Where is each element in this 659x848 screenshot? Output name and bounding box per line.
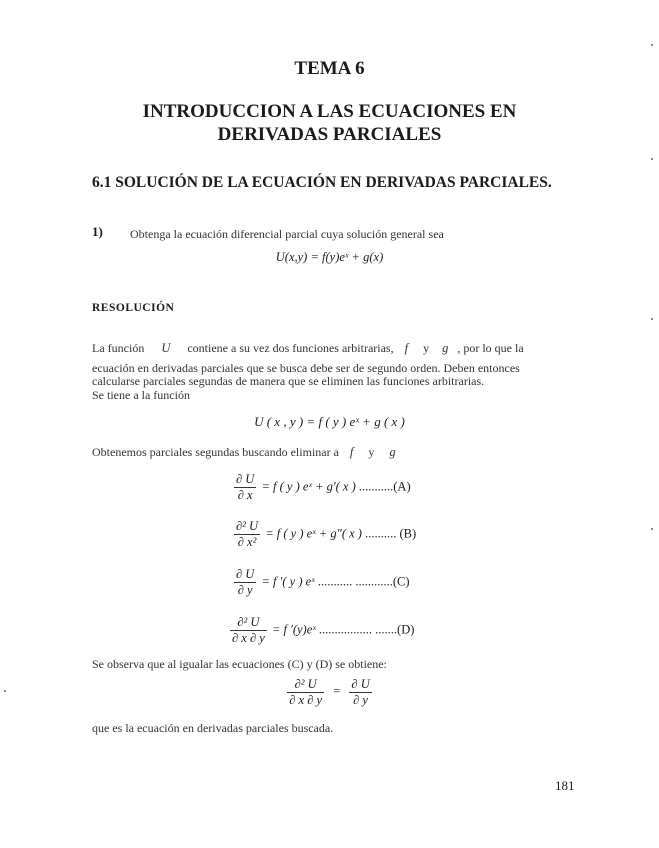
equation-b-numerator: ∂² U bbox=[236, 519, 259, 533]
equation-b-label: .......... (B) bbox=[365, 526, 417, 541]
equation-d-denominator: ∂ x ∂ y bbox=[232, 631, 265, 645]
para1-var-g: g bbox=[442, 341, 449, 355]
equation-c bbox=[232, 567, 409, 598]
final-lhs-denominator: ∂ x ∂ y bbox=[289, 693, 323, 707]
para1-text-c: , por lo que la bbox=[457, 341, 524, 355]
scan-speck bbox=[651, 158, 653, 160]
scan-speck bbox=[651, 318, 653, 320]
para2-var-f: f bbox=[349, 445, 354, 459]
equation-c-label: ........... ............(C) bbox=[317, 574, 410, 589]
equation-b-fraction bbox=[234, 519, 260, 550]
chapter-title-line-1: INTRODUCCION A LAS ECUACIONES EN bbox=[142, 101, 517, 122]
equation-a-denominator: ∂ x bbox=[234, 487, 256, 503]
final-equation bbox=[0, 677, 659, 708]
equation-d-fraction bbox=[230, 615, 267, 646]
problem-statement: Obtenga la ecuación diferencial parcial cuya solución general sea bbox=[130, 227, 444, 241]
equation-a-rhs: = f ( y ) eˣ + g′( x ) bbox=[261, 479, 356, 494]
final-rhs-fraction bbox=[349, 677, 371, 708]
paragraph-1-line-4: Se tiene a la función bbox=[92, 388, 190, 402]
equation-a-numerator: ∂ U bbox=[236, 472, 255, 486]
equation-a-label: ...........(A) bbox=[358, 479, 411, 494]
equation-b-rhs: = f ( y ) eˣ + g″( x ) bbox=[265, 526, 362, 541]
equation-d-label: ................. .......(D) bbox=[318, 622, 415, 637]
para2-var-g: g bbox=[389, 445, 396, 459]
para1-text-b: contiene a su vez dos funciones arbitrarias, bbox=[187, 341, 394, 355]
final-rhs-denominator: ∂ y bbox=[349, 692, 371, 708]
paragraph-4: que es la ecuación en derivadas parciales buscada. bbox=[92, 721, 334, 735]
problem-number: 1) bbox=[92, 224, 103, 239]
para1-var-U: U bbox=[161, 341, 171, 355]
resolution-heading: RESOLUCIÓN bbox=[92, 302, 175, 314]
final-lhs-fraction bbox=[287, 677, 324, 708]
scan-speck bbox=[651, 44, 653, 46]
para2-text-y: y bbox=[368, 445, 375, 459]
section-heading: 6.1 SOLUCIÓN DE LA ECUACIÓN EN DERIVADAS PARCIALES. bbox=[92, 174, 552, 191]
final-rhs-numerator: ∂ U bbox=[351, 677, 370, 691]
chapter-title-line-2: DERIVADAS PARCIALES bbox=[217, 124, 442, 145]
equation-b bbox=[232, 519, 416, 550]
page-number: 181 bbox=[555, 778, 575, 793]
equation-d-rhs: = f ′(y)eˣ bbox=[271, 622, 316, 637]
equation-c-fraction bbox=[234, 567, 256, 598]
para1-text-y: y bbox=[423, 341, 430, 355]
para1-text-a: La función bbox=[92, 341, 145, 355]
problem-equation: U(x,y) = f(y)eˣ + g(x) bbox=[275, 250, 384, 264]
equation-d bbox=[228, 615, 414, 646]
equation-c-rhs: = f ′( y ) eˣ bbox=[261, 574, 315, 589]
final-equals-sign: = bbox=[333, 684, 341, 699]
para2-text: Obtenemos parciales segundas buscando eliminar a bbox=[92, 445, 339, 459]
equation-a-fraction bbox=[234, 472, 256, 503]
equation-a bbox=[232, 472, 411, 503]
equation-b-denominator: ∂ x² bbox=[234, 534, 260, 550]
chapter-label: TEMA 6 bbox=[294, 58, 365, 79]
paragraph-2 bbox=[92, 444, 404, 460]
final-lhs-numerator: ∂² U bbox=[294, 677, 317, 691]
paragraph-1-line-1 bbox=[92, 340, 582, 356]
scan-speck bbox=[651, 528, 653, 530]
equation-c-numerator: ∂ U bbox=[236, 567, 255, 581]
equation-c-denominator: ∂ y bbox=[234, 582, 256, 598]
paragraph-1-line-3: calcularse parciales segundas de manera que se eliminen las funciones arbitrarias. bbox=[92, 374, 485, 388]
paragraph-3: Se observa que al igualar las ecuaciones (C) y (D) se obtiene: bbox=[92, 657, 387, 671]
equation-d-numerator: ∂² U bbox=[237, 615, 260, 629]
main-equation: U ( x , y ) = f ( y ) eˣ + g ( x ) bbox=[254, 414, 405, 429]
paragraph-1-line-2: ecuación en derivadas parciales que se busca debe ser de segundo orden. Deben entonces bbox=[92, 361, 520, 375]
scan-speck bbox=[4, 690, 6, 692]
para1-var-f: f bbox=[404, 341, 409, 355]
